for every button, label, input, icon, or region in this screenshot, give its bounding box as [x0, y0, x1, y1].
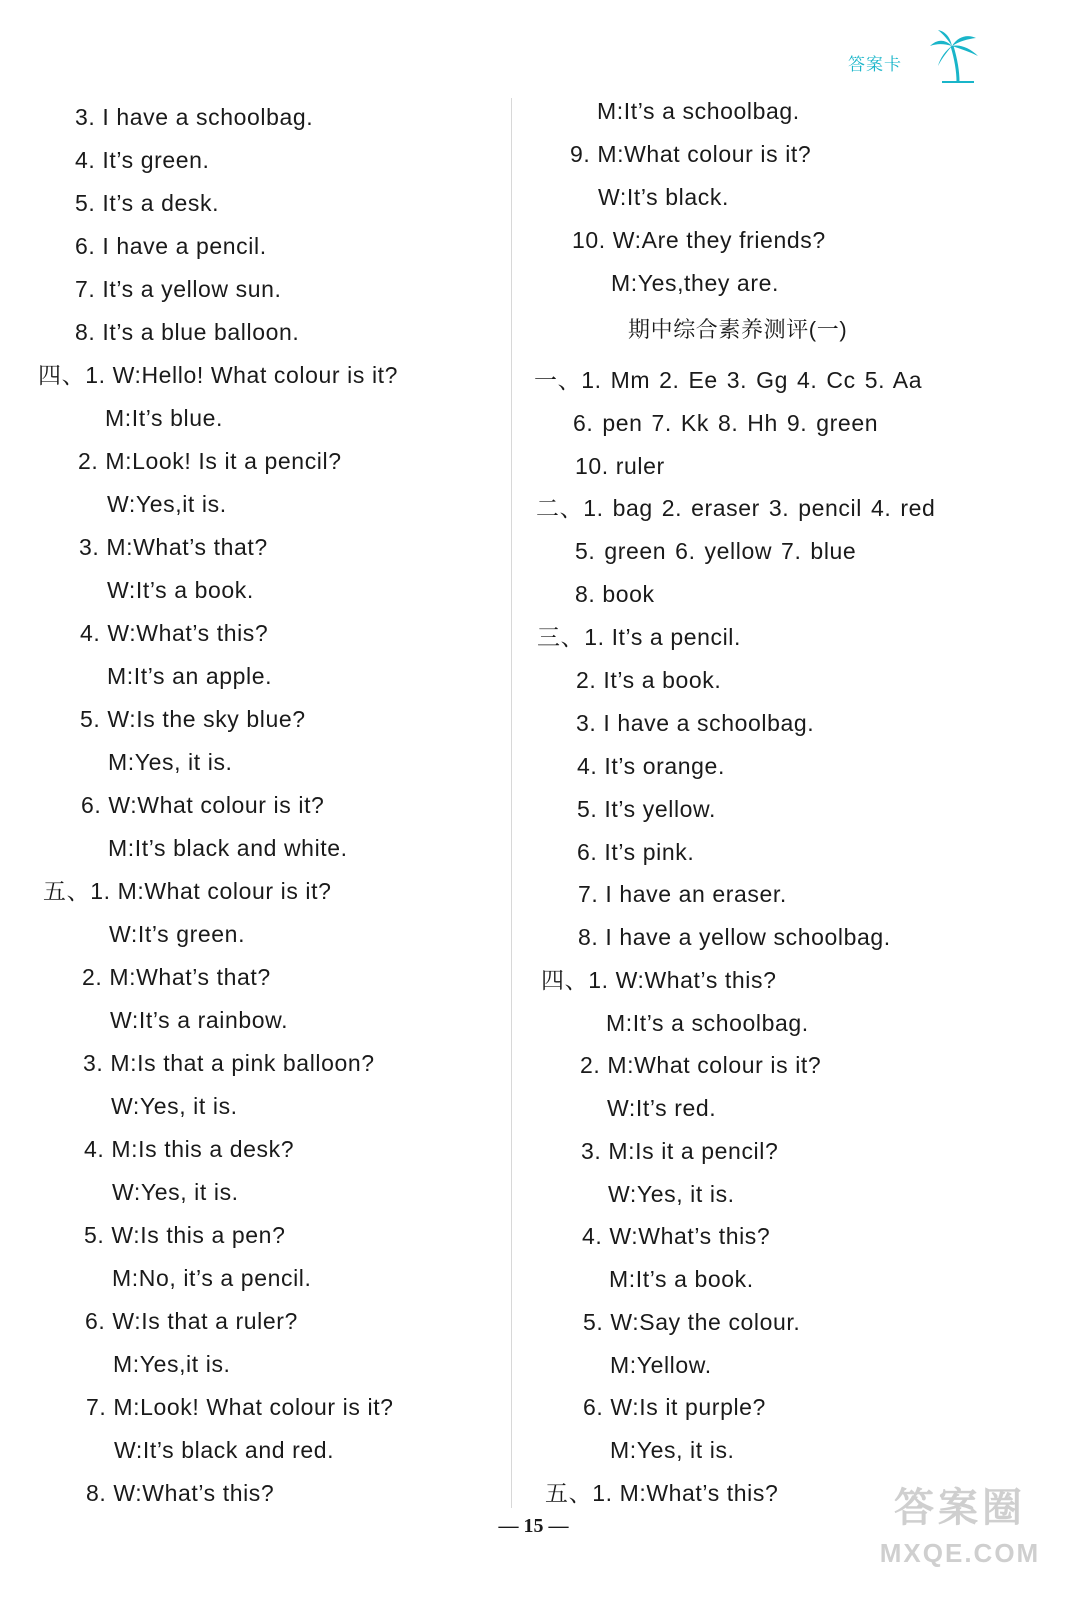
answer-line: M:It’s blue. [105, 405, 223, 431]
answer-line: 5. W:Say the colour. [583, 1309, 801, 1335]
header-label: 答案卡 [848, 55, 902, 74]
answer-line: 3. I have a schoolbag. [576, 710, 815, 736]
answer-line: M:Yes, it is. [108, 749, 233, 775]
answer-line: 2. It’s a book. [576, 667, 722, 693]
answer-line: 五、1. M:What’s this? [545, 1480, 779, 1506]
section-heading: 期中综合素养测评(一) [628, 317, 848, 342]
answer-line: M:It’s a schoolbag. [597, 98, 800, 124]
answer-line: M:Yellow. [610, 1352, 712, 1378]
answer-line: 四、1. W:What’s this? [541, 967, 777, 993]
answer-line: 四、1. W:Hello! What colour is it? [38, 362, 399, 388]
answer-line: M:It’s an apple. [107, 663, 273, 689]
answer-line: 10. ruler [575, 453, 665, 479]
answer-line: M:It’s black and white. [108, 835, 348, 861]
answer-line: 4. W:What’s this? [80, 620, 269, 646]
answer-line: 5. W:Is the sky blue? [80, 706, 306, 732]
answer-line: W:Yes, it is. [608, 1181, 735, 1207]
page-number: — 15 — [498, 1515, 569, 1537]
answer-line: 2. M:Look! Is it a pencil? [78, 448, 342, 474]
answer-line: 4. M:Is this a desk? [84, 1136, 295, 1162]
answer-line: 6. It’s pink. [577, 839, 695, 865]
answer-line: 10. W:Are they friends? [572, 227, 826, 253]
answer-line: 三、1. It’s a pencil. [537, 624, 742, 650]
answer-line: 8. It’s a blue balloon. [75, 319, 300, 345]
answer-line: 7. I have an eraser. [578, 881, 787, 907]
answer-line: 6. pen 7. Kk 8. Hh 9. green [573, 410, 879, 436]
answer-line: 2. M:What’s that? [82, 964, 271, 990]
answer-line: W:Yes, it is. [111, 1093, 238, 1119]
answer-line: M:It’s a book. [609, 1266, 754, 1292]
answer-line: M:Yes,they are. [611, 270, 779, 296]
answer-line: 5. It’s a desk. [75, 190, 220, 216]
answer-line: 7. M:Look! What colour is it? [86, 1394, 394, 1420]
answer-line: M:Yes, it is. [610, 1437, 735, 1463]
column-divider [511, 98, 512, 1508]
answer-line: 3. M:Is that a pink balloon? [83, 1050, 375, 1076]
answer-line: W:It’s black and red. [114, 1437, 335, 1463]
answer-line: 6. I have a pencil. [75, 233, 267, 259]
answer-line: 2. M:What colour is it? [580, 1052, 822, 1078]
answer-line: 3. M:What’s that? [79, 534, 268, 560]
watermark [870, 1478, 1050, 1588]
palm-tree-icon [928, 28, 988, 84]
answer-line: W:It’s green. [109, 921, 246, 947]
answer-line: 五、1. M:What colour is it? [43, 878, 332, 904]
answer-line: 6. W:Is that a ruler? [85, 1308, 298, 1334]
answer-line: 5. W:Is this a pen? [84, 1222, 286, 1248]
answer-line: 5. It’s yellow. [577, 796, 716, 822]
answer-line: M:It’s a schoolbag. [606, 1010, 809, 1036]
answer-line: W:It’s red. [607, 1095, 717, 1121]
answer-line: W:Yes, it is. [112, 1179, 239, 1205]
answer-line: W:It’s a book. [107, 577, 254, 603]
watermark-logo: 答案圈 [894, 1486, 1026, 1530]
answer-line: 3. M:Is it a pencil? [581, 1138, 779, 1164]
answer-line: 6. W:What colour is it? [81, 792, 325, 818]
answer-line: 3. I have a schoolbag. [75, 104, 314, 130]
answer-line: 8. W:What’s this? [86, 1480, 275, 1506]
answer-line: 4. It’s orange. [577, 753, 725, 779]
answer-line: W:Yes,it is. [107, 491, 227, 517]
answer-line: M:No, it’s a pencil. [112, 1265, 312, 1291]
answer-line: 一、1. Mm 2. Ee 3. Gg 4. Cc 5. Aa [534, 367, 923, 393]
answer-line: 6. W:Is it purple? [583, 1394, 766, 1420]
watermark-url: MXQE.COM [879, 1538, 1041, 1568]
answer-line: W:It’s black. [598, 184, 729, 210]
answer-line: M:Yes,it is. [113, 1351, 231, 1377]
answer-line: 二、1. bag 2. eraser 3. pencil 4. red [536, 495, 936, 521]
answer-line: 5. green 6. yellow 7. blue [575, 538, 857, 564]
answer-line: W:It’s a rainbow. [110, 1007, 289, 1033]
answer-line: 8. book [575, 581, 655, 607]
answer-line: 4. W:What’s this? [582, 1223, 771, 1249]
answer-line: 8. I have a yellow schoolbag. [578, 924, 891, 950]
answer-line: 4. It’s green. [75, 147, 210, 173]
answer-line: 7. It’s a yellow sun. [75, 276, 282, 302]
answer-line: 9. M:What colour is it? [570, 141, 812, 167]
